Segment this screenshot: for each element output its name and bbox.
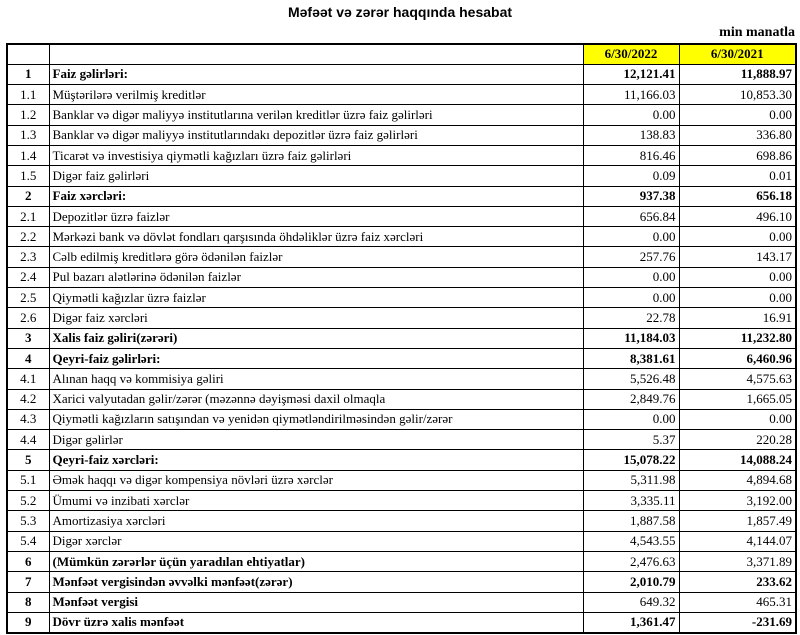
row-value-2021-cell: 4,575.63 <box>679 369 796 389</box>
row-value-2022-cell: 22.78 <box>583 308 679 328</box>
row-value-2022-cell: 0.00 <box>583 267 679 287</box>
row-value-2022-cell: 8,381.61 <box>583 348 679 368</box>
row-label-cell: Amortizasiya xərcləri <box>49 511 583 531</box>
row-value-2021-cell: -231.69 <box>679 612 796 632</box>
row-value-2021-cell: 0.00 <box>679 288 796 308</box>
row-label-cell: Əmək haqqı və digər kompensiya növləri üzrə xərclər <box>49 470 583 490</box>
row-value-2021-cell: 0.00 <box>679 409 796 429</box>
row-number-cell: 4.3 <box>7 409 49 429</box>
row-value-2021-cell: 143.17 <box>679 247 796 267</box>
row-number-cell: 1.4 <box>7 145 49 165</box>
row-value-2021-cell: 0.00 <box>679 267 796 287</box>
row-label-cell: Dövr üzrə xalis mənfəət <box>49 612 583 632</box>
row-value-2022-cell: 5,311.98 <box>583 470 679 490</box>
table-row <box>7 511 796 531</box>
row-value-2022-cell: 5.37 <box>583 430 679 450</box>
row-value-2021-cell: 3,371.89 <box>679 551 796 571</box>
table-row <box>7 105 796 125</box>
row-number-cell: 5 <box>7 450 49 470</box>
row-label-cell: Qiymətli kağızların satışından və yenidən qiymətləndirilməsindən gəlir/zərər <box>49 409 583 429</box>
table-row <box>7 389 796 409</box>
row-label-cell: Digər faiz gəlirləri <box>49 166 583 186</box>
row-number-cell: 2.2 <box>7 227 49 247</box>
table-row <box>7 328 796 348</box>
row-value-2021-cell: 4,144.07 <box>679 531 796 551</box>
table-row <box>7 125 796 145</box>
row-value-2022-cell: 15,078.22 <box>583 450 679 470</box>
table-row <box>7 491 796 511</box>
profit-loss-table <box>6 43 797 634</box>
row-value-2021-cell: 220.28 <box>679 430 796 450</box>
table-row <box>7 145 796 165</box>
table-row <box>7 166 796 186</box>
row-label-cell: Faiz gəlirləri: <box>49 64 583 84</box>
row-value-2022-cell: 649.32 <box>583 592 679 612</box>
row-number-cell: 4 <box>7 348 49 368</box>
col-header-2021: 6/30/2021 <box>679 44 796 64</box>
row-value-2022-cell: 4,543.55 <box>583 531 679 551</box>
row-value-2022-cell: 11,166.03 <box>583 85 679 105</box>
row-value-2021-cell: 656.18 <box>679 186 796 206</box>
row-label-cell: Mərkəzi bank və dövlət fondları qarşısında öhdəliklər üzrə faiz xərcləri <box>49 227 583 247</box>
row-number-cell: 5.1 <box>7 470 49 490</box>
row-number-cell: 1.5 <box>7 166 49 186</box>
row-value-2022-cell: 0.00 <box>583 105 679 125</box>
table-row <box>7 409 796 429</box>
row-number-cell: 8 <box>7 592 49 612</box>
table-row <box>7 430 796 450</box>
row-value-2021-cell: 1,857.49 <box>679 511 796 531</box>
row-number-cell: 2.4 <box>7 267 49 287</box>
header-blank-number <box>7 44 49 64</box>
row-value-2021-cell: 0.01 <box>679 166 796 186</box>
row-value-2021-cell: 336.80 <box>679 125 796 145</box>
row-value-2021-cell: 10,853.30 <box>679 85 796 105</box>
row-value-2021-cell: 233.62 <box>679 572 796 592</box>
row-number-cell: 5.3 <box>7 511 49 531</box>
row-label-cell: Faiz xərcləri: <box>49 186 583 206</box>
row-value-2021-cell: 16.91 <box>679 308 796 328</box>
table-row <box>7 551 796 571</box>
table-row <box>7 592 796 612</box>
row-label-cell: Digər faiz xərcləri <box>49 308 583 328</box>
row-value-2022-cell: 0.00 <box>583 288 679 308</box>
row-label-cell: Xalis faiz gəliri(zərəri) <box>49 328 583 348</box>
unit-note: min manatla <box>719 25 795 40</box>
row-value-2022-cell: 2,849.76 <box>583 389 679 409</box>
row-value-2021-cell: 698.86 <box>679 145 796 165</box>
row-value-2021-cell: 0.00 <box>679 105 796 125</box>
row-label-cell: Digər gəlirlər <box>49 430 583 450</box>
row-label-cell: Banklar və digər maliyyə institutlarına verilən kreditlər üzrə faiz gəlirləri <box>49 105 583 125</box>
row-label-cell: Ümumi və inzibati xərclər <box>49 491 583 511</box>
row-value-2021-cell: 14,088.24 <box>679 450 796 470</box>
row-value-2021-cell: 465.31 <box>679 592 796 612</box>
table-row <box>7 470 796 490</box>
row-value-2021-cell: 11,888.97 <box>679 64 796 84</box>
table-row <box>7 186 796 206</box>
row-number-cell: 5.4 <box>7 531 49 551</box>
table-row <box>7 64 796 84</box>
row-value-2022-cell: 0.00 <box>583 227 679 247</box>
row-value-2022-cell: 3,335.11 <box>583 491 679 511</box>
row-value-2022-cell: 257.76 <box>583 247 679 267</box>
row-label-cell: Ticarət və investisiya qiymətli kağızları üzrə faiz gəlirləri <box>49 145 583 165</box>
row-value-2022-cell: 5,526.48 <box>583 369 679 389</box>
header-blank-label <box>49 44 583 64</box>
row-value-2022-cell: 2,010.79 <box>583 572 679 592</box>
table-row <box>7 531 796 551</box>
row-number-cell: 2.6 <box>7 308 49 328</box>
header-row <box>7 44 796 64</box>
col-header-2022: 6/30/2022 <box>583 44 679 64</box>
row-label-cell: (Mümkün zərərlər üçün yaradılan ehtiyatlar) <box>49 551 583 571</box>
row-value-2022-cell: 12,121.41 <box>583 64 679 84</box>
row-value-2021-cell: 1,665.05 <box>679 389 796 409</box>
row-value-2022-cell: 0.00 <box>583 409 679 429</box>
row-label-cell: Pul bazarı alətlərinə ödənilən faizlər <box>49 267 583 287</box>
row-value-2022-cell: 2,476.63 <box>583 551 679 571</box>
row-label-cell: Digər xərclər <box>49 531 583 551</box>
table-row <box>7 450 796 470</box>
table-row <box>7 348 796 368</box>
row-label-cell: Qiymətli kağızlar üzrə faizlər <box>49 288 583 308</box>
row-label-cell: Xarici valyutadan gəlir/zərər (məzənnə dəyişməsi daxil olmaqla <box>49 389 583 409</box>
row-number-cell: 4.2 <box>7 389 49 409</box>
row-number-cell: 1.2 <box>7 105 49 125</box>
row-value-2022-cell: 11,184.03 <box>583 328 679 348</box>
row-label-cell: Alınan haqq və kommisiya gəliri <box>49 369 583 389</box>
row-number-cell: 1.3 <box>7 125 49 145</box>
row-value-2022-cell: 1,887.58 <box>583 511 679 531</box>
row-label-cell: Müştərilərə verilmiş kreditlər <box>49 85 583 105</box>
row-value-2022-cell: 0.09 <box>583 166 679 186</box>
row-label-cell: Mənfəət vergisindən əvvəlki mənfəət(zərər) <box>49 572 583 592</box>
table-row <box>7 85 796 105</box>
row-number-cell: 3 <box>7 328 49 348</box>
table-row <box>7 308 796 328</box>
table-row <box>7 227 796 247</box>
row-value-2021-cell: 11,232.80 <box>679 328 796 348</box>
row-value-2022-cell: 656.84 <box>583 206 679 226</box>
table-row <box>7 206 796 226</box>
row-label-cell: Banklar və digər maliyyə institutlarındakı depozitlər üzrə faiz gəlirləri <box>49 125 583 145</box>
row-number-cell: 2.3 <box>7 247 49 267</box>
row-value-2021-cell: 0.00 <box>679 227 796 247</box>
row-number-cell: 2.5 <box>7 288 49 308</box>
row-value-2022-cell: 937.38 <box>583 186 679 206</box>
row-number-cell: 9 <box>7 612 49 632</box>
table-row <box>7 612 796 632</box>
row-number-cell: 6 <box>7 551 49 571</box>
row-number-cell: 4.4 <box>7 430 49 450</box>
table-row <box>7 572 796 592</box>
row-value-2022-cell: 138.83 <box>583 125 679 145</box>
row-number-cell: 2 <box>7 186 49 206</box>
row-number-cell: 1.1 <box>7 85 49 105</box>
row-label-cell: Qeyri-faiz gəlirləri: <box>49 348 583 368</box>
table-body <box>7 64 796 632</box>
row-number-cell: 7 <box>7 572 49 592</box>
row-number-cell: 5.2 <box>7 491 49 511</box>
row-label-cell: Cəlb edilmiş kreditlərə görə ödənilən faizlər <box>49 247 583 267</box>
row-label-cell: Depozitlər üzrə faizlər <box>49 206 583 226</box>
row-number-cell: 2.1 <box>7 206 49 226</box>
row-label-cell: Mənfəət vergisi <box>49 592 583 612</box>
row-value-2021-cell: 4,894.68 <box>679 470 796 490</box>
table-row <box>7 267 796 287</box>
row-value-2021-cell: 496.10 <box>679 206 796 226</box>
row-value-2022-cell: 816.46 <box>583 145 679 165</box>
table-row <box>7 288 796 308</box>
row-value-2021-cell: 3,192.00 <box>679 491 796 511</box>
table-row <box>7 247 796 267</box>
row-value-2022-cell: 1,361.47 <box>583 612 679 632</box>
row-value-2021-cell: 6,460.96 <box>679 348 796 368</box>
table-row <box>7 369 796 389</box>
report-title: Məfəət və zərər haqqında hesabat <box>287 4 513 20</box>
row-number-cell: 4.1 <box>7 369 49 389</box>
row-label-cell: Qeyri-faiz xərcləri: <box>49 450 583 470</box>
row-number-cell: 1 <box>7 64 49 84</box>
